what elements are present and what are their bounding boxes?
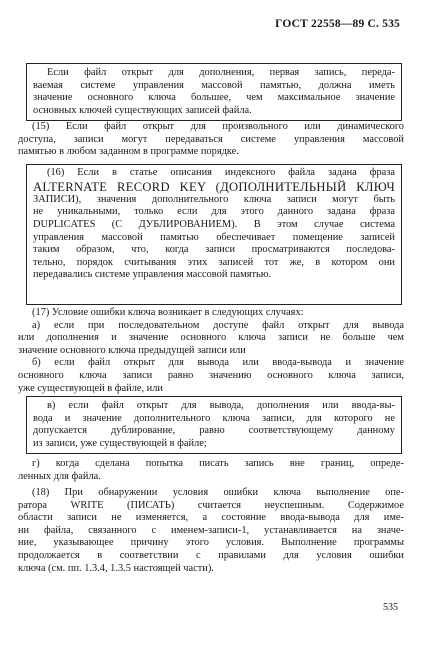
text-line: а) если при последовательном доступе файл открыт для вывода bbox=[32, 319, 404, 331]
text-line: б) если файл открыт для вывода или ввода-вывода и значение bbox=[32, 357, 404, 369]
text-line: значение основного ключа большее, чем максимальное значение bbox=[33, 92, 395, 104]
page-header: ГОСТ 22558—89 С. 535 bbox=[275, 18, 400, 30]
text-line: уже существующей в файле, или bbox=[18, 382, 163, 394]
text-line: памятью в любом заданном в программе порядке. bbox=[18, 146, 239, 158]
text-line: ленных для файла. bbox=[18, 470, 101, 482]
text-line: вода и значение дополнительного ключа записи, для которого не bbox=[33, 412, 395, 424]
paragraph-15 bbox=[18, 121, 404, 159]
text-line: ALTERNATE RECORD KEY (ДОПОЛНИТЕЛЬНЫЙ КЛЮЧ bbox=[33, 179, 395, 194]
text-line: ние, указывающее причину этого условия. Выполнение программы bbox=[18, 537, 404, 549]
boxed-paragraph-v bbox=[26, 396, 402, 454]
page-number: 535 bbox=[383, 602, 398, 613]
text-line: тельно, порядок считывания этих записей тот же, в котором они bbox=[33, 256, 395, 268]
text-line: продолжается в соответствии с правилами для условия ошибки bbox=[18, 549, 404, 561]
text-line: ваемая системе управления массовой памятью, должна иметь bbox=[33, 79, 395, 91]
text-line: основного ключа записи равно значению основного ключа записи, bbox=[18, 369, 404, 381]
text-line: значение основного ключа предыдущей записи или bbox=[18, 344, 246, 356]
text-line: ратора WRITE (ПИСАТЬ) считается неуспешным. Содержимое bbox=[18, 499, 404, 511]
text-line: передавались системе управления массовой памятью. bbox=[33, 269, 272, 281]
text-line: DUPLICATES (С ДУБЛИРОВАНИЕМ). В этом случае система bbox=[33, 218, 395, 230]
boxed-paragraph-16 bbox=[26, 164, 402, 305]
text-line: управления массовой памятью обеспечивает помещение записей bbox=[33, 231, 395, 243]
text-line: (17) Условие ошибки ключа возникает в следующих случаях: bbox=[32, 307, 304, 318]
text-line: доступа, записи могут передаваться системе управления массовой bbox=[18, 133, 404, 145]
text-line: области записи не изменяется, а состояние ввода-вывода для име- bbox=[18, 512, 404, 524]
text-line: г) когда сделана попытка писать запись вне границ, опреде- bbox=[32, 458, 404, 469]
text-line: ключа (см. пп. 1.3.4, 1.3.5 настоящей части). bbox=[18, 562, 214, 574]
text-line: Если файл открыт для дополнения, первая запись, переда- bbox=[47, 67, 395, 78]
text-line: таким образом, что, когда записи просматриваются последова- bbox=[33, 244, 395, 256]
boxed-paragraph-append bbox=[26, 63, 402, 121]
text-line: допускается дублирование, равно соответствующему данному bbox=[33, 425, 395, 437]
paragraph-17 bbox=[18, 307, 404, 395]
text-line: (16) Если в статье описания индексного файла задана фраза bbox=[47, 167, 395, 178]
paragraph-18 bbox=[18, 487, 404, 575]
text-line: (18) При обнаружении условия ошибки ключа выполнение опе- bbox=[32, 487, 404, 498]
text-line: не уникальными, только если для этого данного задана фраза bbox=[33, 206, 395, 218]
text-line: основных ключей существующих записей файла. bbox=[33, 104, 252, 116]
text-line: ЗАПИСИ), значения дополнительного ключа записи могут быть bbox=[33, 193, 395, 205]
text-line: или дополнения и значение основного ключа записи не больше чем bbox=[18, 332, 404, 344]
text-line: ни файла, связанного с именем-записи-1, устанавливается на значе- bbox=[18, 524, 404, 536]
text-line: в) если файл открыт для вывода, дополнения или ввода-вы- bbox=[47, 400, 395, 411]
paragraph-g bbox=[18, 458, 404, 483]
text-line: (15) Если файл открыт для произвольного или динамического bbox=[32, 121, 404, 132]
text-line: из записи, уже существующей в файле; bbox=[33, 437, 207, 449]
